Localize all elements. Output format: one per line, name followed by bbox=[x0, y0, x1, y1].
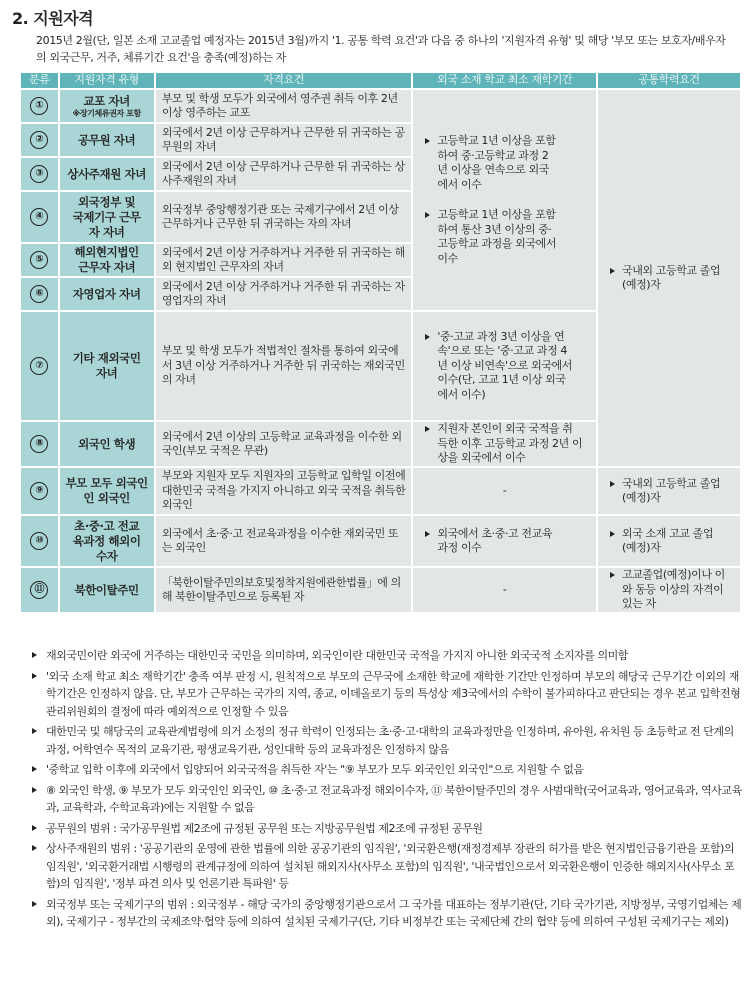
row-number: ⑨ bbox=[21, 468, 58, 514]
common-item: 고교졸업(예정)이나 이와 동등 이상의 자격이 있는 자 bbox=[608, 568, 732, 612]
row-number: ⑩ bbox=[21, 516, 58, 566]
table-header-row bbox=[21, 73, 740, 88]
common-group-3 bbox=[598, 516, 740, 566]
common-group-2 bbox=[598, 468, 740, 514]
row-type: 초·중·고 전교육과정 해외이수자 bbox=[60, 516, 154, 566]
row-requirement: 부모 및 학생 모두가 적법적인 절차를 통하여 외국에서 3년 이상 거주하거나 거주한 뒤 귀국하는 재외국민의 자녀 bbox=[156, 312, 412, 420]
row-requirement: 「북한이탈주민의보호및정착지원에관한법률」에 의해 북한이탈주민으로 등록된 자 bbox=[156, 568, 412, 612]
row-type-note: ※장기체류권자 포함 bbox=[72, 108, 141, 118]
row-number: ⑪ bbox=[21, 568, 58, 612]
note-item: 외국정부 또는 국제기구의 범위 : 외국정부 - 해당 국가의 중앙행정기관으로서 그 국가를 대표하는 정부기관(단, 기타 국가기관, 지방정부, 국영기업체는 제외), 국제기구 - 정부간의 국제조약·협약 등에 의하여 설치된 국제기구(단, 기타 비정부간 또는 국제단체 간의 협약 등에 의하여 구성된 국제기구는 제외) bbox=[30, 896, 742, 931]
min-period-group-2 bbox=[413, 312, 596, 420]
row-requirement: 외국에서 2년 이상 근무하거나 근무한 뒤 귀국하는 상사주재원의 자녀 bbox=[156, 158, 412, 190]
row-type: 교포 자녀 ※장기체류권자 포함 bbox=[60, 90, 154, 122]
row-requirement: 외국에서 2년 이상의 고등학교 교육과정을 이수한 외국인(부모 국적은 무관) bbox=[156, 422, 412, 466]
header-min-period: 외국 소재 학교 최소 재학기간 bbox=[413, 73, 596, 88]
min-period-item: 지원자 본인이 외국 국적을 취득한 이후 고등학교 과정 2년 이상을 외국에서 이수 bbox=[423, 422, 582, 466]
row-number: ⑧ bbox=[21, 422, 58, 466]
row-requirement: 외국에서 초·중·고 전교육과정을 이수한 재외국민 또는 외국인 bbox=[156, 516, 412, 566]
row-number: ① bbox=[21, 90, 58, 122]
common-item: 국내외 고등학교 졸업(예정)자 bbox=[608, 477, 722, 506]
min-period-item: '중·고교 과정 3년 이상을 연속'으로 또는 '중·고교 과정 4년 이상 비연속'으로 외국에서 이수(단, 고교 1년 이상 외국에서 이수) bbox=[423, 330, 575, 403]
note-item: '중학교 입학 이후에 외국에서 입양되어 외국국적을 취득한 자'는 "⑨ 부모가 모두 외국인인 외국인"으로 지원할 수 없음 bbox=[30, 761, 742, 779]
common-item: 외국 소재 고교 졸업(예정)자 bbox=[608, 527, 722, 556]
header-common: 공통학력요건 bbox=[598, 73, 740, 88]
min-period-group-3 bbox=[413, 422, 596, 466]
row-number: ③ bbox=[21, 158, 58, 190]
note-item: 공무원의 범위 : 국가공무원법 제2조에 규정된 공무원 또는 지방공무원법 제2조에 규정된 공무원 bbox=[30, 820, 742, 838]
row-type: 외국인 학생 bbox=[60, 422, 154, 466]
note-item: 대한민국 및 해당국의 교육관계법령에 의거 소정의 정규 학력이 인정되는 초·중·고·대학의 교육과정만을 인정하며, 유아원, 유치원 등 초등학교 전 단계의 과정, 어학연수 목적의 교육기관, 평생교육기관, 성인대학 등의 교육과정은 인정하지 않음 bbox=[30, 723, 742, 758]
table-row bbox=[21, 90, 740, 122]
row-type: 북한이탈주민 bbox=[60, 568, 154, 612]
row-type: 외국정부 및 국제기구 근무자 자녀 bbox=[60, 192, 154, 242]
row-number: ⑤ bbox=[21, 244, 58, 276]
note-item: ⑧ 외국인 학생, ⑨ 부모가 모두 외국인인 외국인, ⑩ 초·중·고 전교육과정 해외이수자, ⑪ 북한이탈주민의 경우 사범대학(국어교육과, 영어교육과, 역사교육과, 교육학과, 수학교육과)에는 지원할 수 없음 bbox=[30, 782, 742, 817]
table-row bbox=[21, 568, 740, 612]
min-period-item: 고등학교 1년 이상을 포함하여 통산 3년 이상의 중·고등학교 과정을 외국에서 이수 bbox=[423, 208, 557, 266]
row-type: 자영업자 자녀 bbox=[60, 278, 154, 310]
row-number: ⑥ bbox=[21, 278, 58, 310]
header-no: 분류 bbox=[21, 73, 58, 88]
min-period-group-4: - bbox=[413, 468, 596, 514]
min-period-group-5 bbox=[413, 516, 596, 566]
row-number: ⑦ bbox=[21, 312, 58, 420]
row-requirement: 외국에서 2년 이상 거주하거나 거주한 뒤 귀국하는 자영업자의 자녀 bbox=[156, 278, 412, 310]
eligibility-table bbox=[19, 71, 742, 614]
table-row bbox=[21, 516, 740, 566]
header-req: 자격요건 bbox=[156, 73, 412, 88]
section-title: 2. 지원자격 bbox=[12, 9, 94, 28]
row-number: ④ bbox=[21, 192, 58, 242]
row-type: 기타 재외국민 자녀 bbox=[60, 312, 154, 420]
min-period-group-1 bbox=[413, 90, 596, 310]
note-item: 상사주재원의 범위 : '공공기관의 운영에 관한 법률에 의한 공공기관의 임직원', '외국환은행(재정경제부 장관의 허가를 받은 현지법인금융기관을 포함)의 임직원', '외국환거래법 시행령의 관계규정에 의하여 설치된 해외지사(사무소 포함)의 임직원', '내국법인으로서 외국환은행이 인증한 해외지사(사무소 포함)의 임직원', '정부 파견 의사 및 언론기관 특파원' 등 bbox=[30, 840, 742, 893]
row-requirement: 외국에서 2년 이상 근무하거나 근무한 뒤 귀국하는 공무원의 자녀 bbox=[156, 124, 412, 156]
common-group-1 bbox=[598, 90, 740, 466]
row-type: 해외현지법인 근무자 자녀 bbox=[60, 244, 154, 276]
note-item: 재외국민이란 외국에 거주하는 대한민국 국민을 의미하며, 외국인이란 대한민국 국적을 가지지 아니한 외국국적 소지자를 의미함 bbox=[30, 647, 742, 665]
min-period-group-6: - bbox=[413, 568, 596, 612]
row-type: 상사주재원 자녀 bbox=[60, 158, 154, 190]
header-type: 지원자격 유형 bbox=[60, 73, 154, 88]
row-requirement: 외국정부 중앙행정기관 또는 국제기구에서 2년 이상 근무하거나 근무한 뒤 귀국하는 자의 자녀 bbox=[156, 192, 412, 242]
row-type: 공무원 자녀 bbox=[60, 124, 154, 156]
common-group-4 bbox=[598, 568, 740, 612]
note-item: '외국 소재 학교 최소 재학기간' 충족 여부 판정 시, 원칙적으로 부모의 근무국에 소재한 학교에 재학한 기간만 인정하며 부모의 해당국 근무기간 이외의 재학기간은 인정하지 않음. 단, 부모가 근무하는 국가의 지역, 종교, 이데올로기 등의 특성상 제3국에서의 수학이 불가피하다고 판단되는 경우 본교 입학전형관리위원회의 결정에 따라 예외적으로 인정할 수 있음 bbox=[30, 668, 742, 721]
common-item: 국내외 고등학교 졸업(예정)자 bbox=[608, 264, 722, 293]
row-type: 부모 모두 외국인인 외국인 bbox=[60, 468, 154, 514]
min-period-item: 고등학교 1년 이상을 포함하여 중·고등학교 과정 2년 이상을 연속으로 외국에서 이수 bbox=[423, 134, 557, 192]
intro-text: 2015년 2월(단, 일본 소재 고교졸업 예정자는 2015년 3월)까지 '1. 공통 학력 요건'과 다음 중 하나의 '지원자격 유형' 및 해당 '부모 또는 보호자/배우자의 외국근무, 거주, 체류기간 요건'을 충족(예정)하는 자 bbox=[36, 34, 726, 64]
table-row bbox=[21, 468, 740, 514]
notes-list bbox=[30, 647, 742, 934]
min-period-item: 외국에서 초·중·고 전교육과정 이수 bbox=[423, 527, 557, 556]
row-requirement: 외국에서 2년 이상 거주하거나 거주한 뒤 귀국하는 해외 현지법인 근무자의 자녀 bbox=[156, 244, 412, 276]
row-requirement: 부모 및 학생 모두가 외국에서 영주권 취득 이후 2년 이상 영주하는 교포 bbox=[156, 90, 412, 122]
row-requirement: 부모와 지원자 모두 지원자의 고등학교 입학일 이전에 대한민국 국적을 가지지 아니하고 외국 국적을 취득한 외국인 bbox=[156, 468, 412, 514]
row-number: ② bbox=[21, 124, 58, 156]
